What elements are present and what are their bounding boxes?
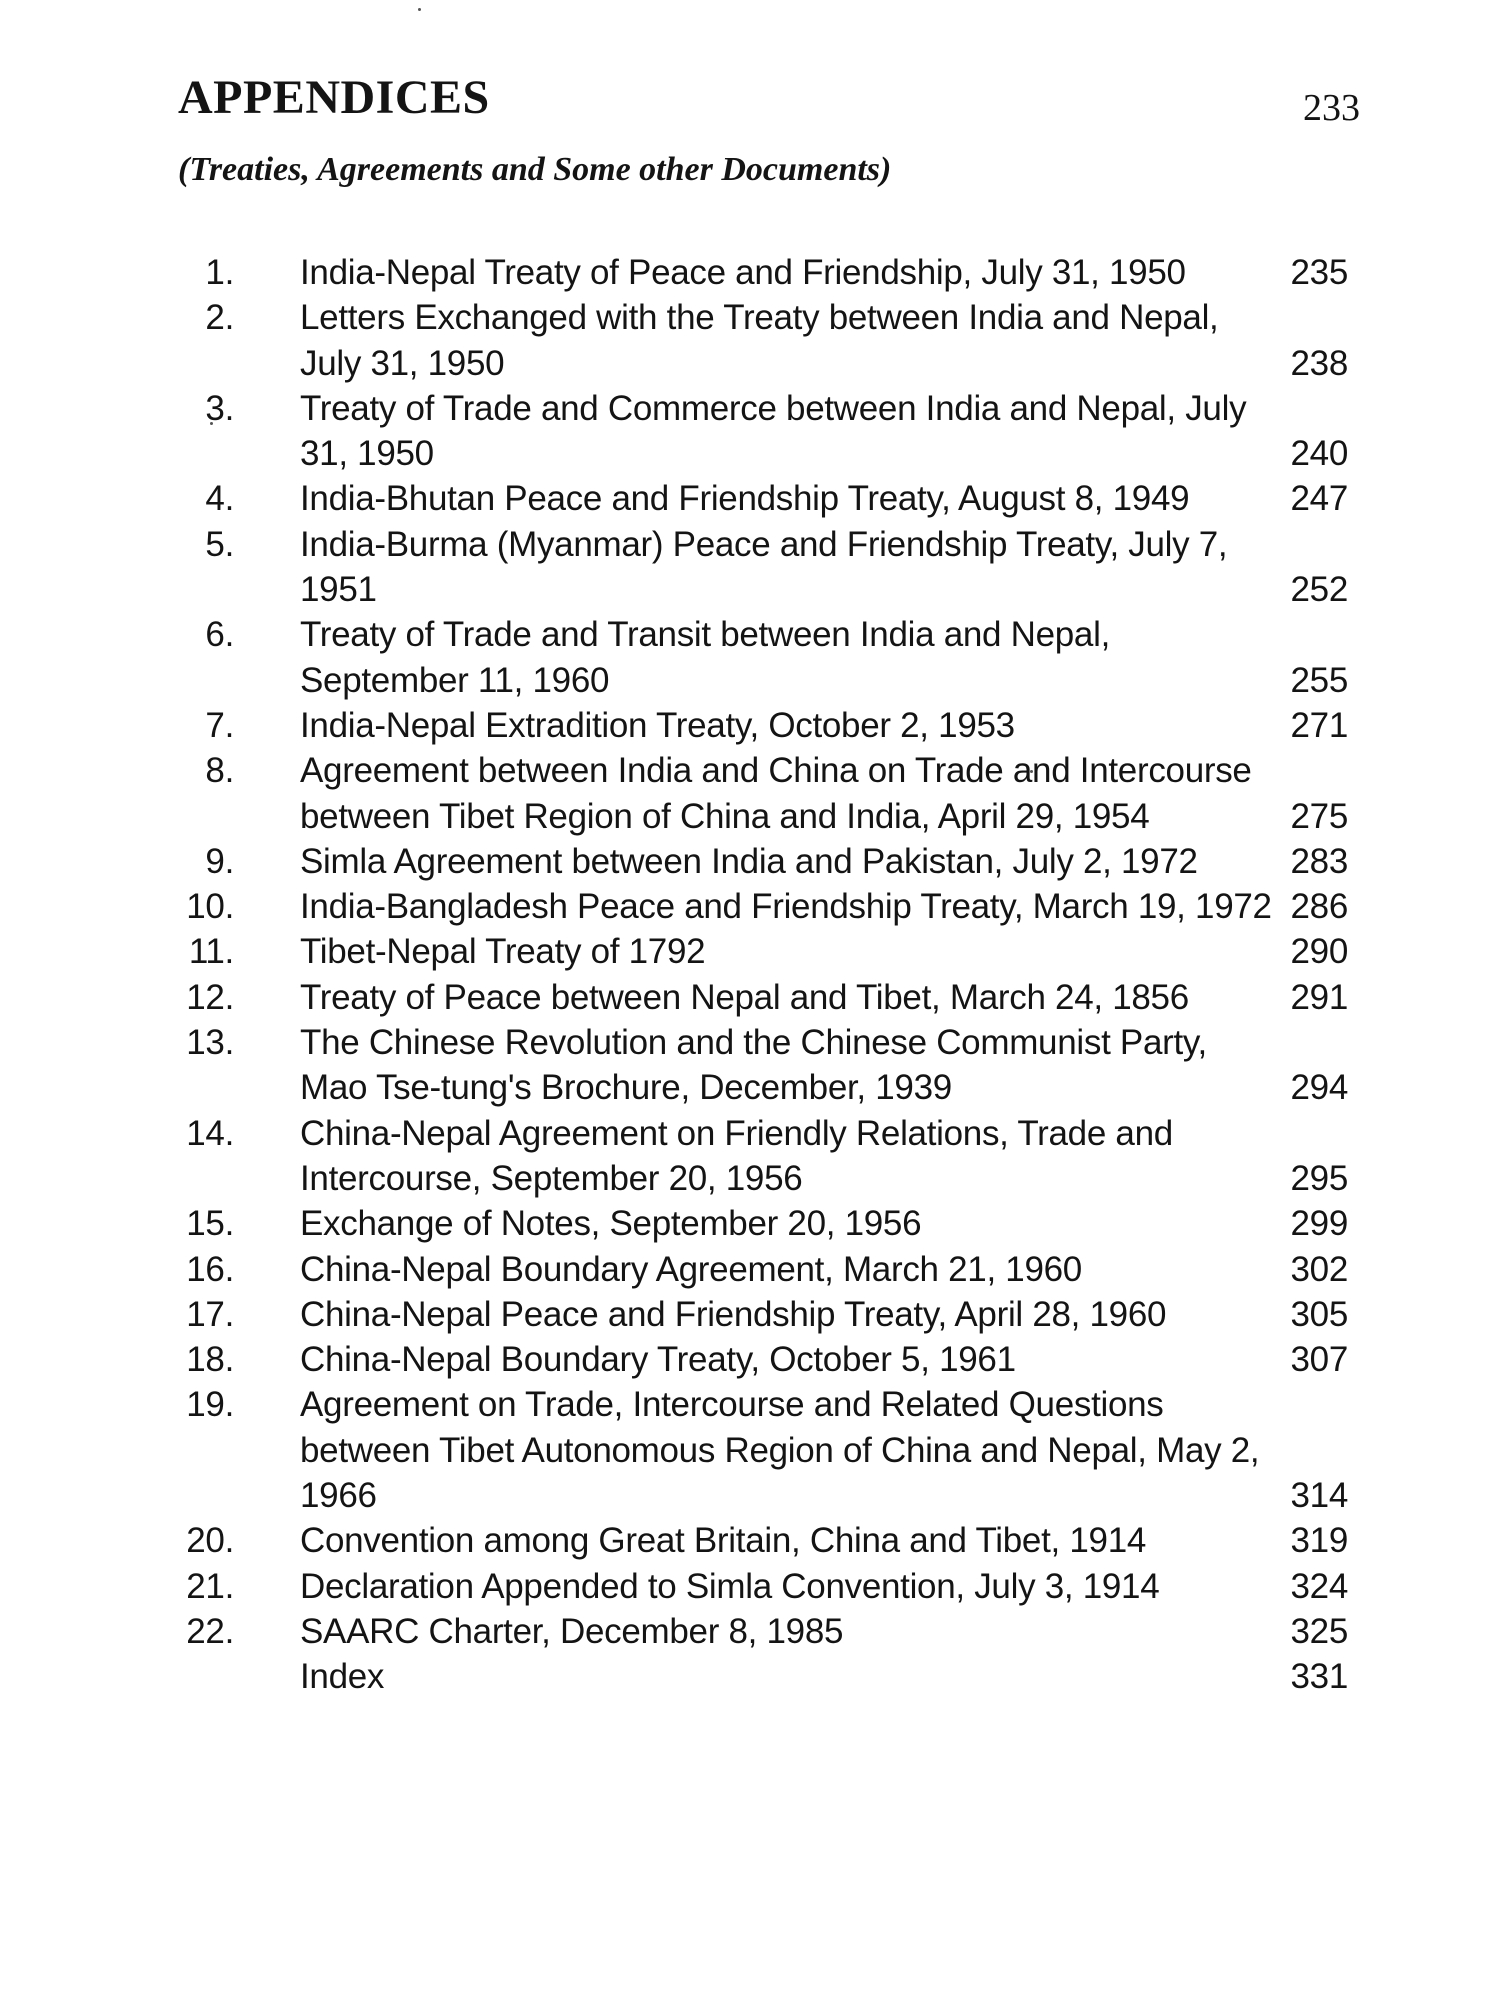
entry-number: 6. [205, 615, 234, 655]
entry-title: Treaty of Peace between Nepal and Tibet, March 24, 1856 [300, 977, 1189, 1017]
section-title: APPENDICES [178, 71, 490, 124]
entry-number: 16. [186, 1249, 234, 1289]
entry-number: 13. [186, 1023, 234, 1063]
toc-entry [172, 522, 1360, 613]
entry-number: 12. [186, 977, 234, 1017]
page-header [178, 68, 1360, 138]
entry-page-number: 271 [1290, 705, 1348, 745]
entry-page-number: 247 [1290, 479, 1348, 519]
toc-entry [172, 1111, 1360, 1202]
toc-entry [172, 295, 1360, 386]
entry-page-number: 325 [1290, 1611, 1348, 1651]
entry-number: 5. [205, 524, 234, 564]
entry-title: India-Nepal Extradition Treaty, October 2, 1953 [300, 705, 1015, 745]
entry-page-number: 286 [1290, 887, 1348, 927]
entry-number: 2. [205, 298, 234, 338]
entry-number: 7. [205, 705, 234, 745]
toc-entry [172, 250, 1360, 295]
toc-entry [172, 884, 1360, 929]
toc-entry [172, 1337, 1360, 1382]
entry-page-number: 235 [1290, 253, 1348, 292]
toc-entry [172, 1609, 1360, 1654]
page-number: 233 [1303, 87, 1360, 129]
toc-entry [172, 1518, 1360, 1563]
entry-page-number: 314 [1290, 1476, 1348, 1516]
entry-page-number: 294 [1290, 1068, 1348, 1108]
toc-entry [172, 929, 1360, 974]
entry-number: 22. [186, 1611, 234, 1651]
entry-title: Simla Agreement between India and Pakistan, July 2, 1972 [300, 841, 1198, 881]
toc-entry [172, 1654, 1360, 1699]
scan-speck [418, 8, 421, 11]
section-subtitle: (Treaties, Agreements and Some other Documents) [178, 151, 892, 188]
entry-title: Exchange of Notes, September 20, 1956 [300, 1204, 922, 1244]
toc-entry [172, 839, 1360, 884]
entry-number: 15. [186, 1204, 234, 1244]
entry-title: Convention among Great Britain, China and Tibet, 1914 [300, 1521, 1147, 1561]
entry-page-number: 299 [1290, 1204, 1348, 1244]
entry-title: Tibet-Nepal Treaty of 1792 [300, 932, 706, 972]
entry-number: 14. [186, 1113, 234, 1153]
entry-number: 10. [186, 887, 234, 927]
entry-title: Declaration Appended to Simla Convention, July 3, 1914 [300, 1566, 1160, 1606]
entry-number: 20. [186, 1521, 234, 1561]
entry-page-number: 238 [1290, 343, 1348, 383]
entry-number: 18. [186, 1340, 234, 1380]
entry-title: Index [300, 1657, 385, 1697]
entry-number: 17. [186, 1294, 234, 1334]
entry-number: 19. [186, 1385, 234, 1425]
entry-title: Agreement on Trade, Intercourse and Related Questions between Tibet Autonomous Region of China and Nepal, May 2, 1966 [300, 1385, 1260, 1516]
entry-page-number: 255 [1290, 660, 1348, 700]
entry-number: 1. [205, 253, 234, 292]
entry-title: Letters Exchanged with the Treaty between India and Nepal, July 31, 1950 [300, 298, 1219, 383]
entry-title: The Chinese Revolution and the Chinese Communist Party, Mao Tse-tung's Brochure, December, 1939 [300, 1023, 1207, 1108]
entry-title: India-Burma (Myanmar) Peace and Friendship Treaty, July 7, 1951 [300, 524, 1228, 610]
entry-page-number: 331 [1290, 1657, 1348, 1697]
entry-page-number: 291 [1290, 977, 1348, 1017]
entry-title: China-Nepal Boundary Treaty, October 5, 1961 [300, 1340, 1016, 1380]
entry-page-number: 295 [1290, 1158, 1348, 1198]
table-of-contents [172, 250, 1360, 1700]
entry-page-number: 290 [1290, 932, 1348, 972]
entry-number: 9. [205, 841, 234, 881]
entry-page-number: 324 [1290, 1566, 1348, 1606]
toc-entry [172, 1382, 1360, 1518]
entry-page-number: 305 [1290, 1294, 1348, 1334]
entry-title: India-Bhutan Peace and Friendship Treaty, August 8, 1949 [300, 479, 1190, 519]
toc-entry [172, 703, 1360, 748]
entry-title: SAARC Charter, December 8, 1985 [300, 1611, 844, 1651]
toc-entry [172, 476, 1360, 521]
entry-title: China-Nepal Peace and Friendship Treaty, April 28, 1960 [300, 1294, 1167, 1334]
entry-title: China-Nepal Agreement on Friendly Relations, Trade and Intercourse, September 20, 1956 [300, 1113, 1173, 1198]
entry-number: 4. [205, 479, 234, 519]
entry-page-number: 283 [1290, 841, 1348, 881]
entry-number: 21. [186, 1566, 234, 1606]
toc-entry [172, 386, 1360, 477]
toc-entry [172, 1201, 1360, 1246]
toc-entry [172, 1292, 1360, 1337]
entry-page-number: 307 [1290, 1340, 1348, 1380]
toc-entry [172, 612, 1360, 703]
entry-page-number: 319 [1290, 1521, 1348, 1561]
entry-number: 8. [205, 751, 234, 791]
entry-title: China-Nepal Boundary Agreement, March 21, 1960 [300, 1249, 1082, 1289]
toc-entry [172, 1020, 1360, 1111]
entry-page-number: 252 [1290, 570, 1348, 610]
toc-entry [172, 975, 1360, 1020]
entry-number: 3. [205, 388, 234, 428]
entry-title: India-Bangladesh Peace and Friendship Treaty, March 19, 1972 [300, 887, 1272, 927]
entry-title: India-Nepal Treaty of Peace and Friendship, July 31, 1950 [300, 253, 1186, 292]
toc-entry [172, 1247, 1360, 1292]
entry-title: Treaty of Trade and Transit between India and Nepal, September 11, 1960 [300, 615, 1110, 700]
toc-entry [172, 748, 1360, 839]
entry-number: 11. [188, 932, 234, 972]
entry-page-number: 302 [1290, 1249, 1348, 1289]
entry-title: Treaty of Trade and Commerce between India and Nepal, July 31, 1950 [300, 388, 1247, 474]
entry-title: Agreement between India and China on Trade and Intercourse between Tibet Region of China and India, April 29, 1954 [300, 751, 1252, 836]
entry-page-number: 275 [1290, 796, 1348, 836]
entry-page-number: 240 [1290, 434, 1348, 474]
toc-entry [172, 1564, 1360, 1609]
